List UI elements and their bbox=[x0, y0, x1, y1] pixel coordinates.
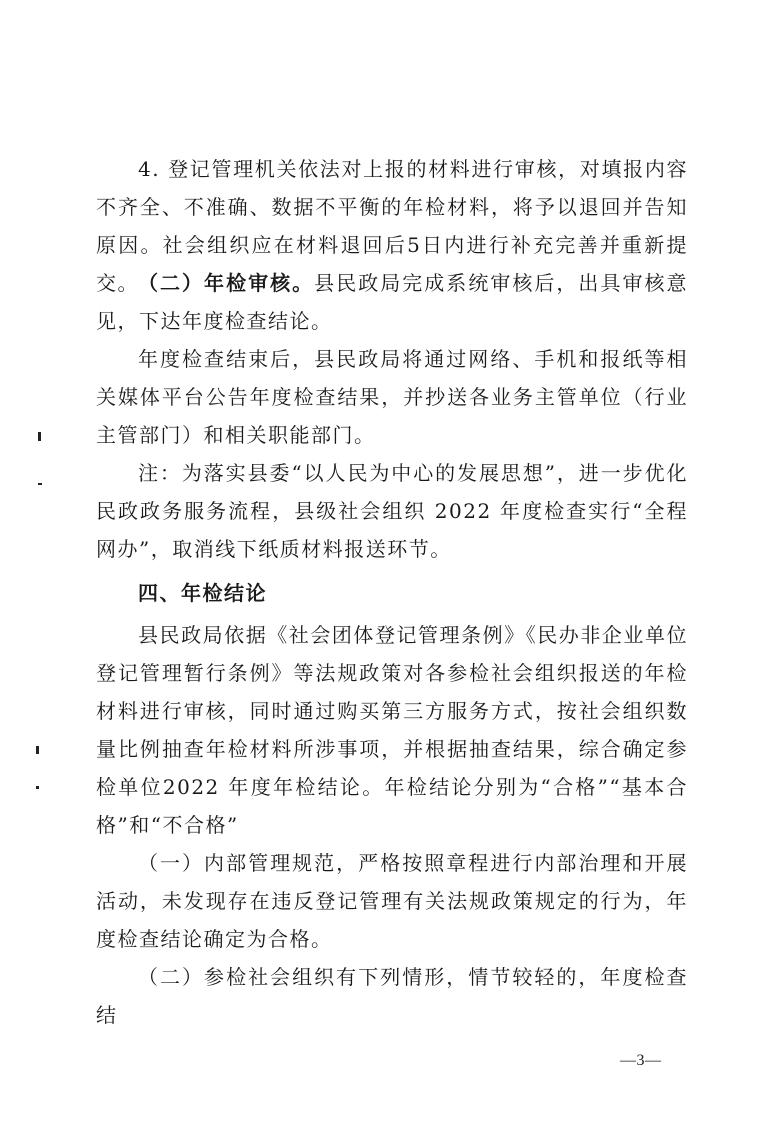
paragraph-annual-review bbox=[96, 264, 688, 340]
paragraph-basic-qualified: （二）参检社会组织有下列情形，情节较轻的，年度检查结 bbox=[96, 965, 688, 1027]
scan-speck bbox=[36, 786, 39, 789]
scan-speck bbox=[36, 746, 39, 754]
paragraph-results-announcement: 年度检查结束后，县民政局将通过网络、手机和报纸等相关媒体平台公告年度检查结果，并抄送各业务主管单位（行业主管部门）和相关职能部门。 bbox=[96, 347, 688, 447]
page-number: —3— bbox=[620, 1052, 662, 1069]
paragraph-material-review: 4. 登记管理机关依法对上报的材料进行审核，对填报内容不齐全、不准确、数据不平衡的年检材料，将予以退回并告知原因。社会组织应在材料退回后5日内进行补充完善并重新提交。 bbox=[96, 157, 688, 295]
paragraph-annual-review-text: 县民政局完成系统审核后，出具审核意见，下达年度检查结论。 bbox=[96, 271, 689, 333]
section-heading-conclusion: 四、年检结论 bbox=[138, 581, 267, 605]
paragraph-conclusion-basis: 县民政局依据《社会团体登记管理条例》《民办非企业单位登记管理暂行条例》等法规政策对各参检社会组织报送的年检材料进行审核，同时通过购买第三方服务方式，按社会组织数量比例抽查年检材料所涉事项，并根据抽查结果，综合确定参检单位2022 年度年检结论。年检结论分别为“合格”“基本合格”和“不合格” bbox=[96, 623, 688, 837]
section-label-annual-review: （二）年检审核。 bbox=[138, 271, 315, 295]
paragraph-note: 注：为落实县委“以人民为中心的发展思想”，进一步优化民政政务服务流程，县级社会组织 2022 年度检查实行“全程网办”，取消线下纸质材料报送环节。 bbox=[96, 461, 688, 561]
paragraph-qualified: （一）内部管理规范，严格按照章程进行内部治理和开展活动，未发现存在违反登记管理有关法规政策规定的行为，年度检查结论确定为合格。 bbox=[96, 851, 688, 951]
scan-speck bbox=[38, 432, 41, 441]
scan-speck bbox=[38, 483, 42, 485]
